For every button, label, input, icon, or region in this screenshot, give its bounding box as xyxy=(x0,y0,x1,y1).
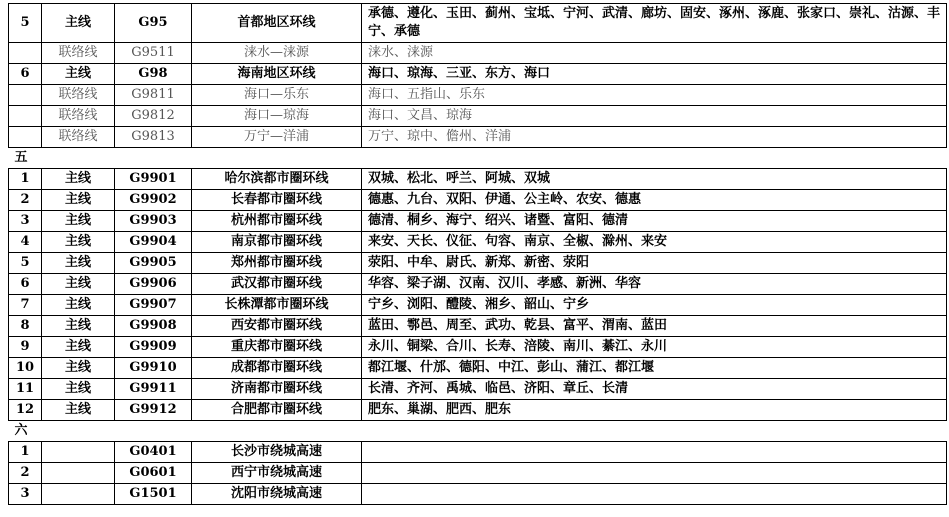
route-name-cell: 西安都市圈环线 xyxy=(192,316,362,337)
row-number-cell: 3 xyxy=(9,211,42,232)
row-number-cell xyxy=(9,85,42,106)
route-type-cell: 主线 xyxy=(42,169,115,190)
route-code-cell: G9908 xyxy=(115,316,192,337)
table-row xyxy=(9,232,947,253)
route-name-cell: 长沙市绕城高速 xyxy=(192,442,362,463)
route-code-cell: G95 xyxy=(115,4,192,43)
route-name-cell: 杭州都市圈环线 xyxy=(192,211,362,232)
table-row xyxy=(9,295,947,316)
route-name-cell: 西宁市绕城高速 xyxy=(192,463,362,484)
route-stops-cell: 万宁、琼中、儋州、洋浦 xyxy=(362,127,947,148)
route-type-cell: 联络线 xyxy=(42,85,115,106)
row-number-cell: 5 xyxy=(9,253,42,274)
row-number-cell: 4 xyxy=(9,232,42,253)
table-row xyxy=(9,85,947,106)
route-code-cell: G9511 xyxy=(115,43,192,64)
route-stops-cell: 承德、遵化、玉田、蓟州、宝坻、宁河、武清、廊坊、固安、涿州、涿鹿、张家口、崇礼、沽源、丰宁、承德 xyxy=(362,4,947,43)
route-type-cell xyxy=(42,484,115,505)
route-type-cell: 主线 xyxy=(42,211,115,232)
route-type-cell: 主线 xyxy=(42,295,115,316)
row-number-cell: 3 xyxy=(9,484,42,505)
row-number-cell xyxy=(9,127,42,148)
row-number-cell: 9 xyxy=(9,337,42,358)
table-row xyxy=(9,190,947,211)
route-type-cell: 主线 xyxy=(42,190,115,211)
table-row xyxy=(9,106,947,127)
route-stops-cell xyxy=(362,484,947,505)
route-code-cell: G9812 xyxy=(115,106,192,127)
table-row xyxy=(9,253,947,274)
route-code-cell: G0601 xyxy=(115,463,192,484)
table-row xyxy=(9,211,947,232)
route-type-cell: 主线 xyxy=(42,358,115,379)
route-code-cell: G9901 xyxy=(115,169,192,190)
route-type-cell: 主线 xyxy=(42,400,115,421)
route-type-cell: 主线 xyxy=(42,232,115,253)
route-stops-cell: 来安、天长、仪征、句容、南京、全椒、滁州、来安 xyxy=(362,232,947,253)
route-name-cell: 海南地区环线 xyxy=(192,64,362,85)
route-type-cell: 联络线 xyxy=(42,106,115,127)
route-name-cell: 哈尔滨都市圈环线 xyxy=(192,169,362,190)
section-row xyxy=(9,421,947,442)
table-row xyxy=(9,316,947,337)
table-row xyxy=(9,442,947,463)
section-row xyxy=(9,148,947,169)
route-name-cell: 合肥都市圈环线 xyxy=(192,400,362,421)
route-code-cell: G9912 xyxy=(115,400,192,421)
route-type-cell: 联络线 xyxy=(42,127,115,148)
row-number-cell: 11 xyxy=(9,379,42,400)
route-stops-cell: 双城、松北、呼兰、阿城、双城 xyxy=(362,169,947,190)
table-row xyxy=(9,337,947,358)
table-body xyxy=(9,4,947,505)
table-row xyxy=(9,43,947,64)
route-code-cell: G0401 xyxy=(115,442,192,463)
table-row xyxy=(9,169,947,190)
table-row xyxy=(9,274,947,295)
row-number-cell xyxy=(9,106,42,127)
route-type-cell: 主线 xyxy=(42,379,115,400)
row-number-cell: 1 xyxy=(9,442,42,463)
route-name-cell: 长株潭都市圈环线 xyxy=(192,295,362,316)
route-name-cell: 武汉都市圈环线 xyxy=(192,274,362,295)
route-stops-cell: 宁乡、浏阳、醴陵、湘乡、韶山、宁乡 xyxy=(362,295,947,316)
section-label: 五 xyxy=(9,148,947,169)
route-code-cell: G9902 xyxy=(115,190,192,211)
route-type-cell xyxy=(42,442,115,463)
route-stops-cell: 荥阳、中牟、尉氏、新郑、新密、荥阳 xyxy=(362,253,947,274)
row-number-cell: 10 xyxy=(9,358,42,379)
route-stops-cell: 肥东、巢湖、肥西、肥东 xyxy=(362,400,947,421)
section-label: 六 xyxy=(9,421,947,442)
route-code-cell: G9813 xyxy=(115,127,192,148)
route-type-cell: 主线 xyxy=(42,253,115,274)
row-number-cell: 2 xyxy=(9,463,42,484)
route-code-cell: G9905 xyxy=(115,253,192,274)
route-name-cell: 沈阳市绕城高速 xyxy=(192,484,362,505)
route-code-cell: G9903 xyxy=(115,211,192,232)
route-type-cell: 主线 xyxy=(42,64,115,85)
route-name-cell: 重庆都市圈环线 xyxy=(192,337,362,358)
table-row xyxy=(9,358,947,379)
route-stops-cell: 海口、文昌、琼海 xyxy=(362,106,947,127)
table-row xyxy=(9,4,947,43)
table-row xyxy=(9,484,947,505)
route-name-cell: 长春都市圈环线 xyxy=(192,190,362,211)
route-stops-cell: 永川、铜梁、合川、长寿、涪陵、南川、綦江、永川 xyxy=(362,337,947,358)
route-stops-cell: 蓝田、鄠邑、周至、武功、乾县、富平、渭南、蓝田 xyxy=(362,316,947,337)
table-row xyxy=(9,463,947,484)
expressway-table xyxy=(8,3,947,505)
route-stops-cell xyxy=(362,442,947,463)
row-number-cell: 6 xyxy=(9,274,42,295)
route-name-cell: 南京都市圈环线 xyxy=(192,232,362,253)
row-number-cell: 6 xyxy=(9,64,42,85)
route-stops-cell: 德清、桐乡、海宁、绍兴、诸暨、富阳、德清 xyxy=(362,211,947,232)
row-number-cell: 12 xyxy=(9,400,42,421)
row-number-cell: 5 xyxy=(9,4,42,43)
table-row xyxy=(9,400,947,421)
route-name-cell: 万宁—洋浦 xyxy=(192,127,362,148)
row-number-cell: 7 xyxy=(9,295,42,316)
row-number-cell: 1 xyxy=(9,169,42,190)
route-type-cell: 联络线 xyxy=(42,43,115,64)
route-name-cell: 海口—琼海 xyxy=(192,106,362,127)
route-stops-cell: 德惠、九台、双阳、伊通、公主岭、农安、德惠 xyxy=(362,190,947,211)
route-type-cell: 主线 xyxy=(42,316,115,337)
route-code-cell: G9907 xyxy=(115,295,192,316)
route-type-cell: 主线 xyxy=(42,337,115,358)
route-name-cell: 涞水—涞源 xyxy=(192,43,362,64)
route-name-cell: 海口—乐东 xyxy=(192,85,362,106)
row-number-cell xyxy=(9,43,42,64)
route-stops-cell: 都江堰、什邡、德阳、中江、彭山、蒲江、都江堰 xyxy=(362,358,947,379)
route-code-cell: G9904 xyxy=(115,232,192,253)
route-code-cell: G9910 xyxy=(115,358,192,379)
route-stops-cell: 海口、琼海、三亚、东方、海口 xyxy=(362,64,947,85)
table-row xyxy=(9,127,947,148)
route-code-cell: G1501 xyxy=(115,484,192,505)
route-code-cell: G98 xyxy=(115,64,192,85)
route-stops-cell xyxy=(362,463,947,484)
route-code-cell: G9911 xyxy=(115,379,192,400)
route-name-cell: 首都地区环线 xyxy=(192,4,362,43)
route-stops-cell: 长清、齐河、禹城、临邑、济阳、章丘、长清 xyxy=(362,379,947,400)
route-name-cell: 郑州都市圈环线 xyxy=(192,253,362,274)
route-type-cell: 主线 xyxy=(42,4,115,43)
route-stops-cell: 涞水、涞源 xyxy=(362,43,947,64)
route-name-cell: 济南都市圈环线 xyxy=(192,379,362,400)
route-code-cell: G9906 xyxy=(115,274,192,295)
route-code-cell: G9811 xyxy=(115,85,192,106)
route-type-cell: 主线 xyxy=(42,274,115,295)
row-number-cell: 8 xyxy=(9,316,42,337)
route-name-cell: 成都都市圈环线 xyxy=(192,358,362,379)
route-stops-cell: 海口、五指山、乐东 xyxy=(362,85,947,106)
row-number-cell: 2 xyxy=(9,190,42,211)
route-stops-cell: 华容、梁子湖、汉南、汉川、孝感、新洲、华容 xyxy=(362,274,947,295)
route-code-cell: G9909 xyxy=(115,337,192,358)
table-row xyxy=(9,379,947,400)
route-type-cell xyxy=(42,463,115,484)
table-row xyxy=(9,64,947,85)
